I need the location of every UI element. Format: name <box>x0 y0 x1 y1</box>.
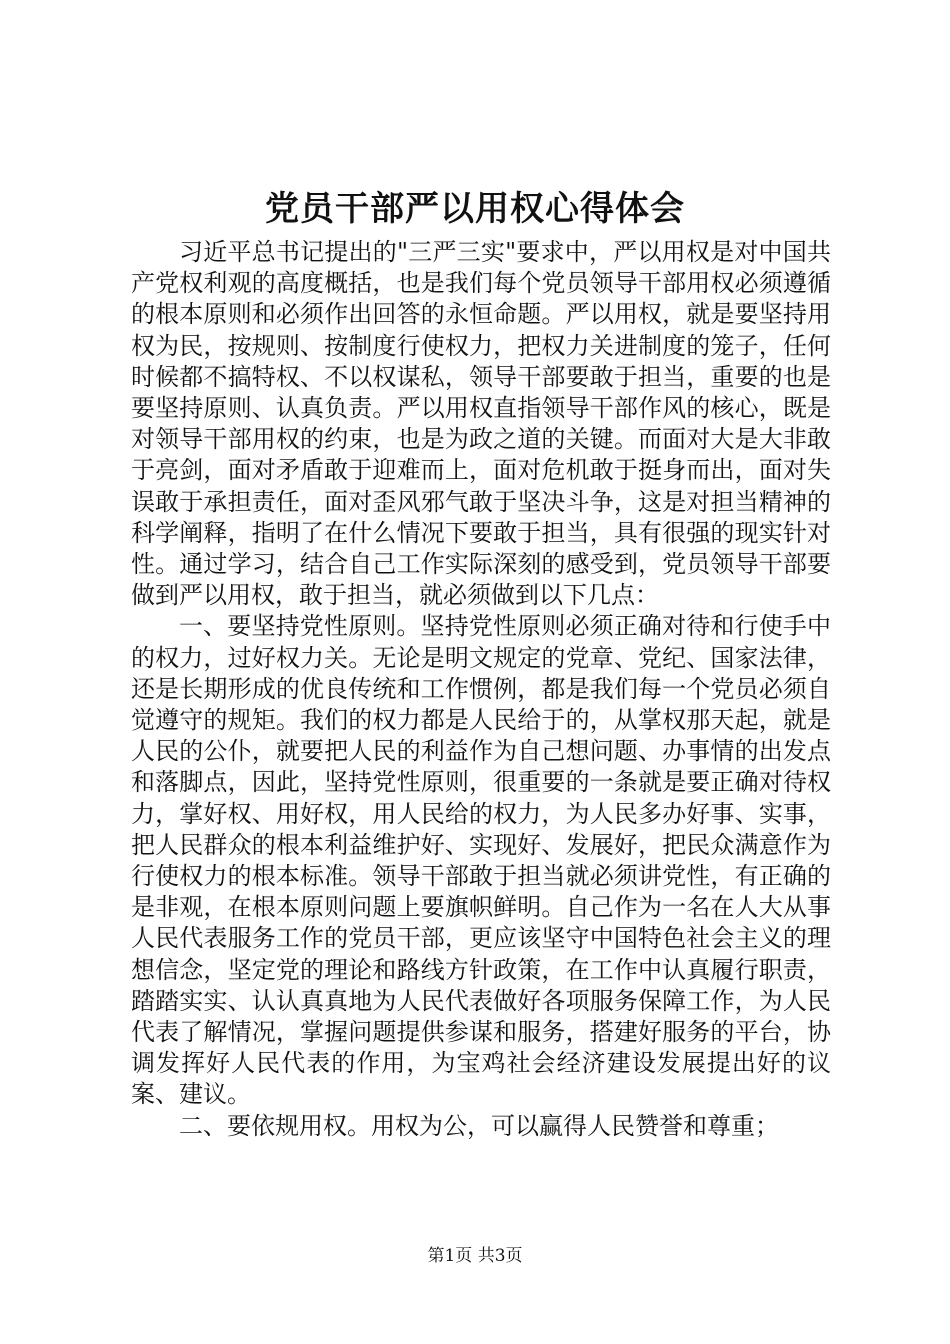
document-title: 党员干部严以用权心得体会 <box>265 189 685 229</box>
page-number-footer: 第1页 共3页 <box>427 1246 523 1266</box>
paragraph-section-1: 一、要坚持党性原则。坚持党性原则必须正确对待和行使手中的权力，过好权力关。无论是明文规定的党章、党纪、国家法律，还是长期形成的优良传统和工作惯例，都是我们每一个党员必须自觉遵守的规矩。我们的权力都是人民给于的，从掌权那天起，就是人民的公仆，就要把人民的利益作为自己想问题、办事情的出发点和落脚点，因此，坚持党性原则，很重要的一条就是要正确对待权力，掌好权、用好权，用人民给的权力，为人民多办好事、实事，把人民群众的根本利益维护好、实现好、发展好，把民众满意作为行使权力的根本标准。领导干部敢于担当就必须讲党性，有正确的是非观，在根本原则问题上要旗帜鲜明。自己作为一名在人大从事人民代表服务工作的党员干部，更应该坚守中国特色社会主义的理想信念，坚定党的理论和路线方针政策，在工作中认真履行职责，踏踏实实、认认真真地为人民代表做好各项服务保障工作，为人民代表了解情况，掌握问题提供参谋和服务，搭建好服务的平台，协调发挥好人民代表的作用，为宝鸡社会经济建设发展提出好的议案、建议。 <box>131 612 831 1109</box>
document-body <box>131 237 831 1142</box>
paragraph-section-2: 二、要依规用权。用权为公，可以赢得人民赞誉和尊重； <box>179 1111 779 1140</box>
paragraph-intro: 习近平总书记提出的"三严三实"要求中，严以用权是对中国共产党权利观的高度概括，也是我们每个党员领导干部用权必须遵循的根本原则和必须作出回答的永恒命题。严以用权，就是要坚持用权为民，按规则、按制度行使权力，把权力关进制度的笼子，任何时候都不搞特权、不以权谋私，领导干部要敢于担当，重要的也是要坚持原则、认真负责。严以用权直指领导干部作风的核心，既是对领导干部用权的约束，也是为政之道的关键。而面对大是大非敢于亮剑，面对矛盾敢于迎难而上，面对危机敢于挺身而出，面对失误敢于承担责任，面对歪风邪气敢于坚决斗争，这是对担当精神的科学阐释，指明了在什么情况下要敢于担当，具有很强的现实针对性。通过学习，结合自己工作实际深刻的感受到，党员领导干部要做到严以用权，敢于担当，就必须做到以下几点： <box>131 238 831 610</box>
